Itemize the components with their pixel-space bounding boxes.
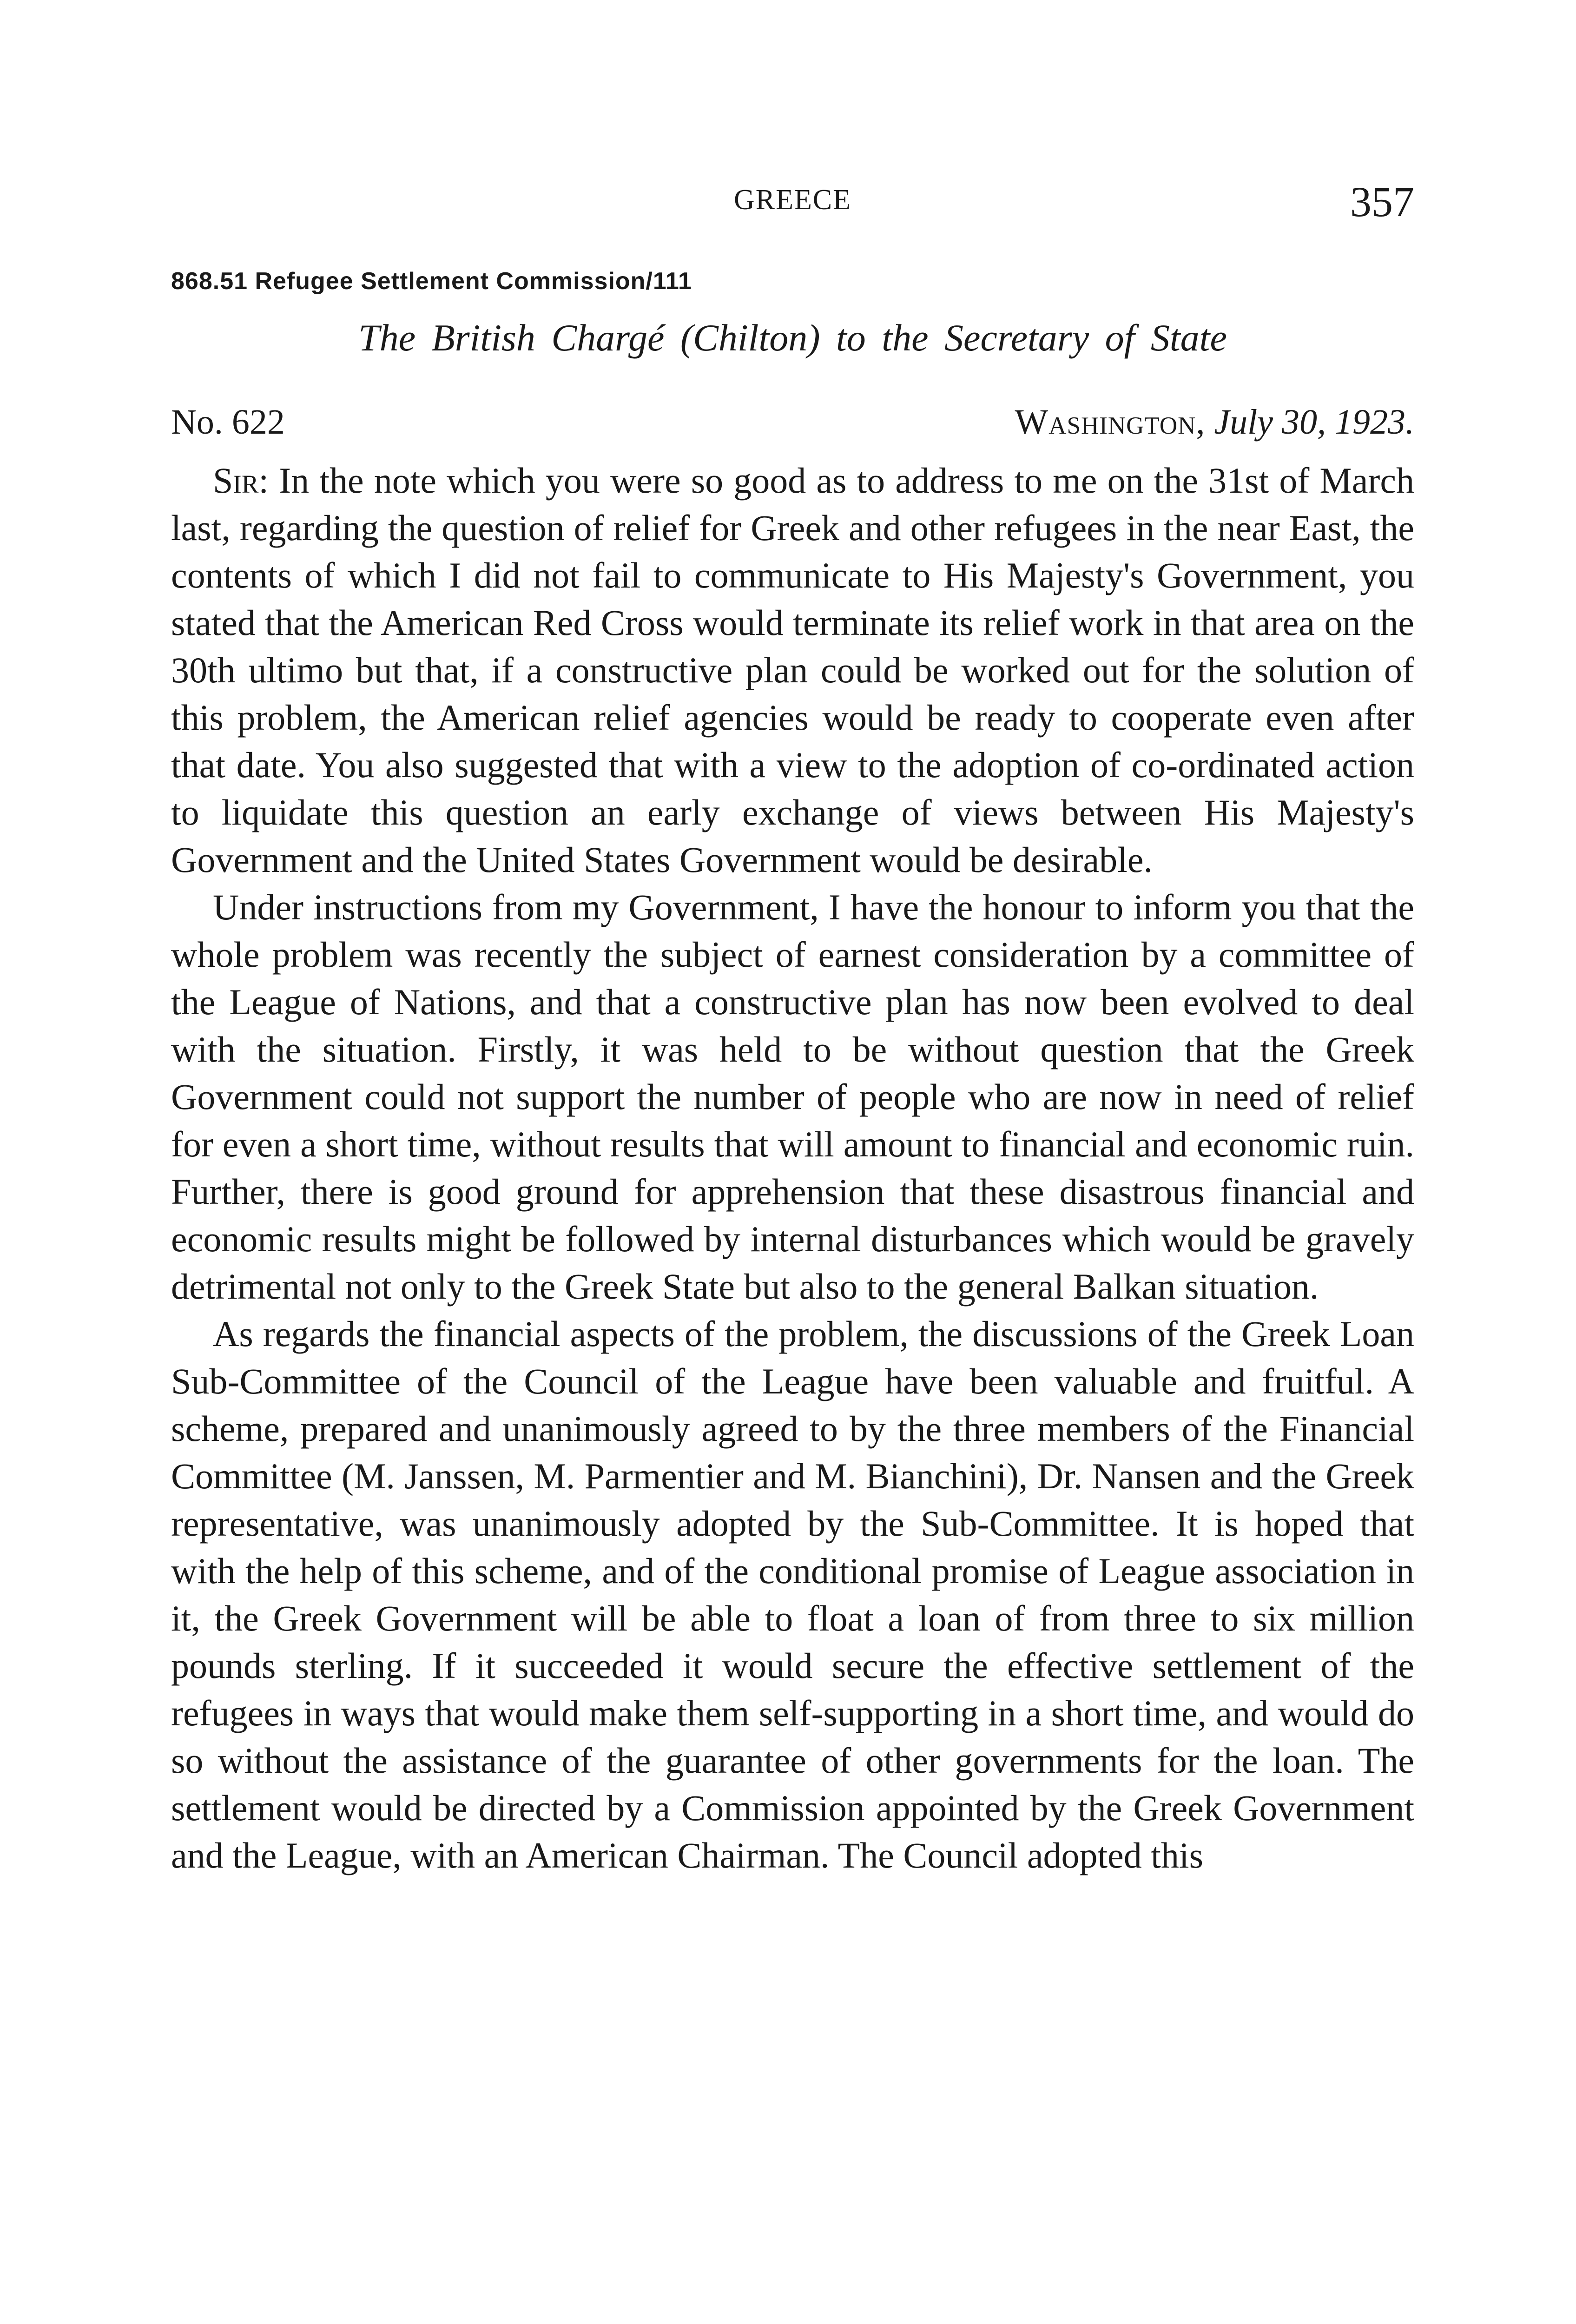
dateline-place: Washington, [1015,403,1206,442]
page-number: 357 [1350,178,1414,225]
paragraph-3: As regards the financial aspects of the problem, the discussions of the Greek Loan Sub-Committee of the Council of the League have been valuable and fruitful. A scheme, prepared and unanimously agreed to by the three members of the Financial Committee (M. Janssen, M. Parmentier and M. Bianchini), Dr. Nansen and the Greek representative, was unanimously adopted by the Sub-Committee. It is hoped that with the help of this scheme, and of the conditional promise of League association in it, the Greek Government will be able to float a loan of from three to six million pounds sterling. If it succeeded it would secure the effective settlement of the refugees in ways that would make them self-supporting in a short time, and would do so without the assistance of the guarantee of other governments for the loan. The settlement would be directed by a Commission appointed by the Greek Government and the League, with an American Chairman. The Council adopted this [171,1314,1414,1875]
running-title: GREECE [733,184,852,216]
document-heading: The British Chargé (Chilton) to the Secretary of State [358,317,1227,359]
paragraph-1-text: In the note which you were so good as to address to me on the 31st of March last, regarding the question of relief for Greek and other refugees in the near East, the contents of which I did not fail to communicate to His Majesty's Government, you stated that the American Red Cross would terminate its relief work in that area on the 30th ultimo but that, if a constructive plan could be worked out for the solution of this problem, the American relief agencies would be ready to cooperate even after that date. You also suggested that with a view to the adoption of co-ordinated action to liquidate this question an early exchange of views between His Majesty's Government and the United States Government would be desirable. [171,460,1415,880]
dateline [1015,402,1414,442]
document-number: No. 622 [171,403,285,442]
file-reference: 868.51 Refugee Settlement Commission/111 [171,268,692,295]
letter-body [171,457,1414,1879]
paragraph-1 [171,457,1414,884]
running-head [171,178,1414,230]
dateline-date: July 30, 1923. [1214,403,1414,442]
paragraph-2: Under instructions from my Government, I have the honour to inform you that the whole problem was recently the subject of earnest consideration by a committee of the League of Nations, and that a constructive plan has now been evolved to deal with the situation. Firstly, it was held to be without question that the Greek Government could not support the number of people who are now in need of relief for even a short time, without results that will amount to financial and economic ruin. Further, there is good ground for apprehension that these disastrous financial and economic results might be followed by internal disturbances which would be gravely detrimental not only to the Greek State but also to the general Balkan situation. [171,887,1414,1307]
salutation: Sir: [213,460,269,501]
